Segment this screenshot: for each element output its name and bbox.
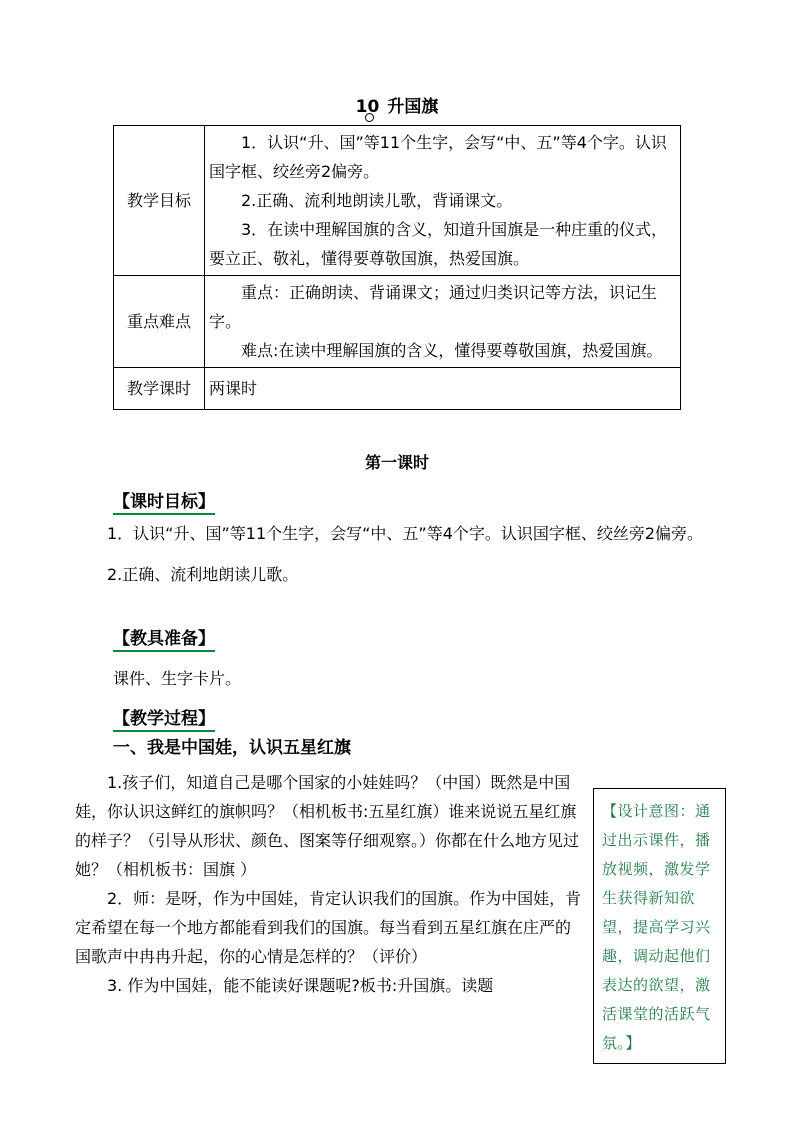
objective-item: 1．认识“升、国”等11个生字，会写“中、五”等4个字。认识国字框、绞丝旁2偏旁。 xyxy=(107,524,704,543)
process-heading-block xyxy=(75,705,725,763)
goals-table xyxy=(113,125,681,410)
goal-item: 1．认识“升、国”等11个生字，会写“中、五”等4个字。认识国字框、绞丝旁2偏旁。 xyxy=(209,133,667,181)
row-label-key-points: 重点难点 xyxy=(114,276,205,368)
goal-item: 2.正确、流利地朗读儿歌，背诵课文。 xyxy=(241,191,513,210)
lesson-period-title: 第一课时 xyxy=(364,453,429,472)
process-paragraph: 2．师：是呀，作为中国娃，肯定认识我们的国旗。作为中国娃，肯定希望在每一个地方都能看到我们的国旗。每当看到五星红旗在庄严的国歌声中冉冉升起，你的心情是怎样的？（评价） xyxy=(75,889,582,966)
objectives-section xyxy=(75,488,725,589)
table-row xyxy=(114,126,681,276)
part-one-title: 一、我是中国娃，认识五星红旗 xyxy=(113,738,351,758)
process-heading: 【教学过程】 xyxy=(75,705,725,734)
row-label-teaching-goals: 教学目标 xyxy=(114,126,205,276)
table-row xyxy=(114,368,681,410)
class-hours-value: 两课时 xyxy=(205,368,681,410)
materials-text: 课件、生字卡片。 xyxy=(113,669,242,688)
page-title xyxy=(0,92,794,117)
teaching-goals-content xyxy=(205,126,681,276)
goal-item: 3．在读中理解国旗的含义，知道升国旗是一种庄重的仪式，要立正、敬礼，懂得要尊敬国旗，热爱国旗。 xyxy=(209,220,668,268)
key-point-item: 难点:在读中理解国旗的含义，懂得要尊敬国旗，热爱国旗。 xyxy=(241,341,663,360)
key-point-item: 重点：正确朗读、背诵课文；通过归类识记等方法，识记生字。 xyxy=(209,283,658,331)
design-intent-note: 【设计意图：通过出示课件，播放视频，激发学生获得新知欲望，提高学习兴趣，调动起他们表达的欲望，激活课堂的活跃气氛。】 xyxy=(593,788,726,1064)
process-body xyxy=(75,768,583,1000)
table-row xyxy=(114,276,681,368)
materials-section xyxy=(75,625,725,693)
key-points-content xyxy=(205,276,681,368)
materials-heading: 【教具准备】 xyxy=(75,625,725,654)
lesson-title: 升国旗 xyxy=(387,97,439,117)
objectives-heading: 【课时目标】 xyxy=(75,488,725,517)
process-paragraph: 3. 作为中国娃，能不能读好课题呢?板书:升国旗。读题 xyxy=(107,976,494,995)
objective-item: 2.正确、流利地朗读儿歌。 xyxy=(107,565,299,584)
process-paragraph: 1.孩子们，知道自己是哪个国家的小娃娃吗？（中国）既然是中国娃，你认识这鲜红的旗帜吗？（相机板书:五星红旗）谁来说说五星红旗的样子？（引导从形状、颜色、图案等仔细观察。）你都在什么地方见过她？（相机板书：国旗 ） xyxy=(75,773,580,879)
row-label-class-hours: 教学课时 xyxy=(114,368,205,410)
lesson-number: 10 xyxy=(355,97,380,117)
